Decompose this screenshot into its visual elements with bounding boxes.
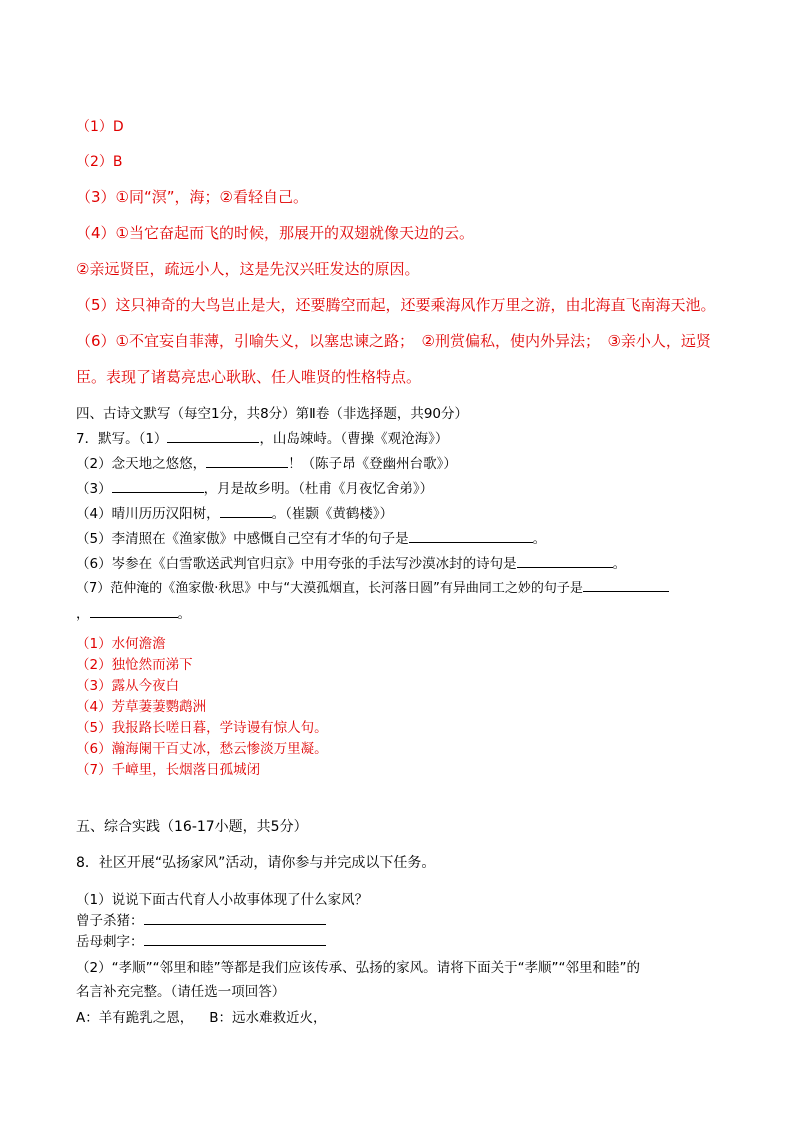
q8-sub1: （1）说说下面古代育人小故事体现了什么家风？ xyxy=(76,892,369,908)
story2-label: 岳母刺字： xyxy=(76,934,144,950)
q7-blank-1[interactable] xyxy=(167,428,259,443)
q7-blank-6[interactable] xyxy=(517,553,613,568)
q7-blank-5[interactable] xyxy=(409,528,533,543)
answer-6-6a: （6）①不宜妄自菲薄，引喻失义，以塞忠谏之路； ②刑赏偏私，使内外异法； ③亲小人，远贤 xyxy=(76,332,711,350)
q7-part1-after: ，山岛竦峙。（曹操《观沧海》） xyxy=(259,431,449,447)
q8-sub2-line1: （2）“孝顺”“邻里和睦”等都是我们应该传承、弘扬的家风。请将下面关于“孝顺”“邻里和睦”的 xyxy=(76,960,641,976)
q8-prompt: 8．社区开展“弘扬家风”活动，请你参与并完成以下任务。 xyxy=(76,855,436,871)
answer-7-5: （5）我报路长嗟日暮，学诗谩有惊人句。 xyxy=(76,720,328,736)
q7-part2-after: ！（陈子昂《登幽州台歌》） xyxy=(288,456,457,472)
q7-blank-7a[interactable] xyxy=(583,577,669,592)
answer-6-3: （3）①同“溟”，海；②看轻自己。 xyxy=(76,188,308,206)
q7-part6-after: 。 xyxy=(612,556,627,572)
q7-part4-after: 。（崔颢《黄鹤楼》） xyxy=(271,506,394,522)
q7-part7-before: （7）范仲淹的《渔家傲·秋思》中与“大漠孤烟直，长河落日圆”有异曲同工之妙的句子是 xyxy=(76,581,583,596)
q7-blank-3[interactable] xyxy=(112,478,204,493)
q7-part3 xyxy=(76,477,433,497)
answer-6-5: （5）这只神奇的大鸟岂止是大，还要腾空而起，还要乘海风作万里之游，由北海直飞南海天池。 xyxy=(76,296,716,314)
q7-part7-cont-after: 。 xyxy=(177,606,191,622)
q7-part7 xyxy=(76,577,669,596)
answer-7-7: （7）千嶂里，长烟落日孤城闭 xyxy=(76,762,261,778)
answer-7-1: （1）水何澹澹 xyxy=(76,636,166,652)
story1-label: 曾子杀猪： xyxy=(76,913,144,929)
option-a: A：羊有跪乳之恩， xyxy=(76,1010,194,1026)
answer-7-4: （4）芳草萋萋鹦鹉洲 xyxy=(76,699,207,715)
q7-blank-2[interactable] xyxy=(206,453,288,468)
q7-part5-after: 。 xyxy=(532,531,547,547)
q7-part5-before: （5）李清照在《渔家傲》中感慨自己空有才华的句子是 xyxy=(76,531,409,547)
q7-part4-before: （4）晴川历历汉阳树， xyxy=(76,506,220,522)
story2-row xyxy=(76,930,326,950)
story1-row xyxy=(76,909,326,929)
answer-6-6b: 臣。表现了诸葛亮忠心耿耿、任人唯贤的性格特点。 xyxy=(76,368,422,386)
q7-part6-before: （6）岑参在《白雪歌送武判官归京》中用夸张的手法写沙漠冰封的诗句是 xyxy=(76,556,517,572)
story2-blank[interactable] xyxy=(144,931,326,946)
q7-part1 xyxy=(76,427,448,447)
q7-part3-after: ，月是故乡明。（杜甫《月夜忆舍弟》） xyxy=(203,481,434,497)
q7-lead: 7．默写。（1） xyxy=(76,431,168,447)
q7-blank-7b[interactable] xyxy=(90,603,178,618)
answer-7-6: （6）瀚海阑干百丈冰，愁云惨淡万里凝。 xyxy=(76,741,328,757)
q7-part7-cont xyxy=(76,602,191,622)
answer-7-3: （3）露从今夜白 xyxy=(76,678,180,694)
answer-6-1: （1）D xyxy=(76,119,124,135)
answer-7-2: （2）独怆然而涕下 xyxy=(76,657,193,673)
q7-blank-4[interactable] xyxy=(220,503,272,518)
q7-part3-before: （3） xyxy=(76,481,112,497)
answer-6-4a: （4）①当它奋起而飞的时候，那展开的双翅就像天边的云。 xyxy=(76,224,474,242)
q8-options xyxy=(76,1006,327,1026)
q7-part2-before: （2）念天地之悠悠， xyxy=(76,456,207,472)
answer-6-2: （2）B xyxy=(76,154,123,170)
q7-part2 xyxy=(76,452,457,472)
answer-6-4b: ②亲远贤臣，疏远小人，这是先汉兴旺发达的原因。 xyxy=(76,260,420,278)
q7-part4 xyxy=(76,502,393,522)
q7-part5 xyxy=(76,527,546,547)
q7-part6 xyxy=(76,552,626,572)
q8-sub2-line2: 名言补充完整。（请任选一项回答） xyxy=(76,984,286,1000)
story1-blank[interactable] xyxy=(144,910,326,925)
q7-part7-cont-before: ， xyxy=(76,606,90,622)
section4-heading: 四、古诗文默写（每空1分，共8分）第Ⅱ卷（非选择题，共90分） xyxy=(76,406,469,422)
section5-heading: 五、综合实践（16-17小题，共5分） xyxy=(76,819,308,835)
option-b: B：远水难救近火， xyxy=(209,1010,327,1026)
